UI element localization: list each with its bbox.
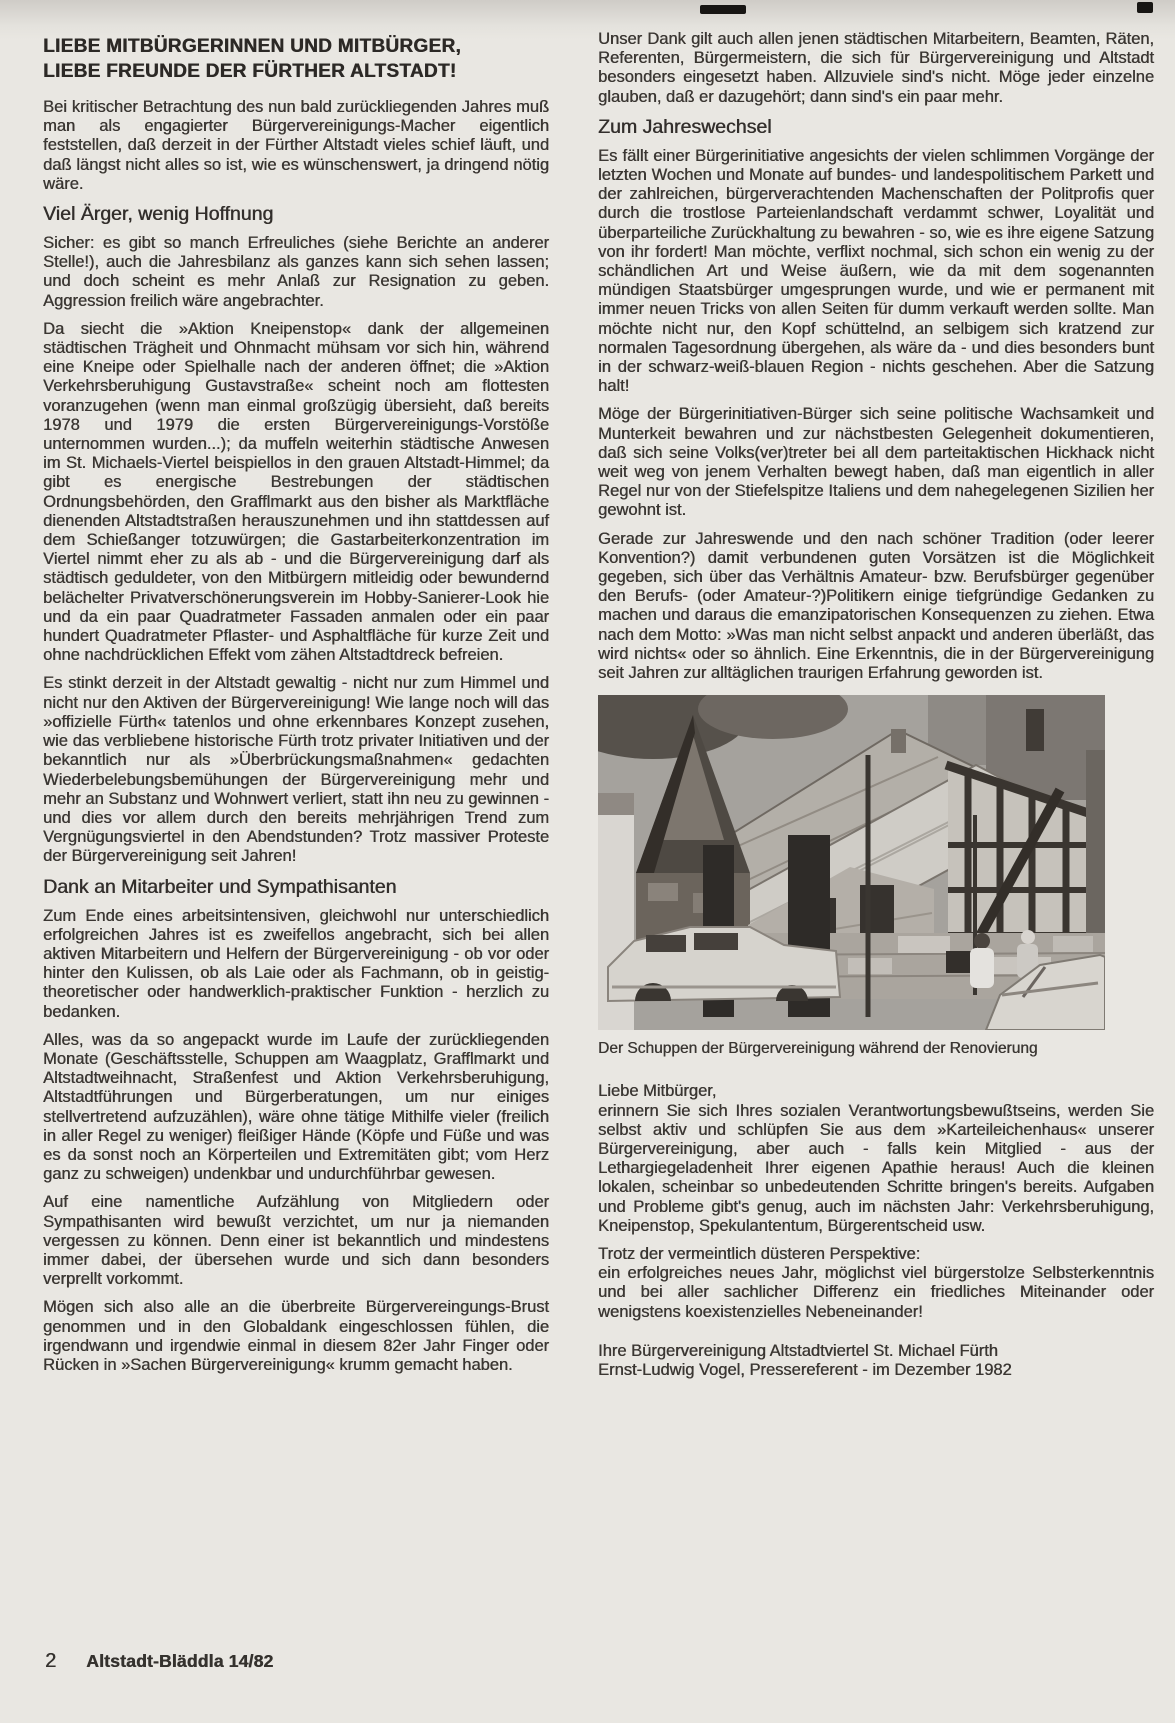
page-footer (45, 1650, 273, 1673)
salutation: Liebe Mitbürger, (598, 1082, 717, 1101)
article-title (43, 34, 549, 84)
paragraph-es-faellt: Es fällt einer Bürgerinitiative angesichts der vielen schlimmen Vorgänge der letzten Wochen und Monate auf bundes- und landespolitischem Parkett und der zahlreichen, bürgerverachtenden Machenschaften der Politprofis quer durch die trostlose Parteienlandschaft verdammt schwer, Loyalität und überparteiliche Zurückhaltung zu bewahren - so, wie es ihre eigene Satzung von ihr fordert! Man möchte, verflixt nochmal, sich schon ein wenig zu der schändlichen Art und Weise äußern, wie da mit dem sogenannten mündigen Staatsbürger umgesprungen wurde, und wie er permanent mit immer neuen Tricks von allen Seiten für dumm verkauft werden sollte. Man möchte nicht nur, den Kopf schüttelnd, an selbigem sich kratzend zur normalen Tagesordnung übergehen, als wäre da - und dies besonders bunt in der schwarz-weiß-blauen Region - nichts geschehen. Aber die Satzung halt! (598, 146, 1154, 396)
paragraph-sicher: Sicher: es gibt so manch Erfreuliches (siehe Berichte an anderer Stelle!), auch die Jahresbilanz als ganzes kann sich sehen lassen; und doch scheint es mehr Anlaß zur Resignation zu geben. Aggression freilich wäre angebrachter. (43, 234, 549, 310)
paragraph-moege: Möge der Bürgerinitiativen-Bürger sich seine politische Wachsamkeit und Munterkeit bewahren und zur nächstbesten Gelegenheit dokumentieren, daß sich seine Volks(ver)treter bei all dem parteitaktischen Hickhack nicht weit weg von jenem Verhalten bewegt haben, daß man eigentlich in aller Regel nur von der Stiefelspitze Italiens und dem nahegelegenen Sizilien her gewohnt ist. (598, 405, 1154, 520)
paragraph-moegen: Mögen sich also alle an die überbreite Bürgervereingungs-Brust genommen und in den Globaldank eingeschlossen fühlen, die irgendwann und irgendwie einmal in diesem 82er Jahr Finger oder Rücken in »Sachen Bürgervereinigung« krumm gemacht haben. (43, 1298, 549, 1374)
article-title-line2: LIEBE FREUNDE DER FÜRTHER ALTSTADT! (43, 61, 457, 82)
section-heading-jahreswechsel: Zum Jahreswechsel (598, 115, 772, 138)
left-column (43, 34, 549, 1384)
paragraph-intro: Bei kritischer Betrachtung des nun bald zurückliegenden Jahres muß man als engagierter Bürgervereinigungs-Macher eigentlich feststellen, daß derzeit in der Fürther Altstadt vieles schief läuft, und daß längst nicht alles so ist, wie es wünschenswert, ja dringend nötig wäre. (43, 98, 549, 193)
paragraph-aufzaehlung: Auf eine namentliche Aufzählung von Mitgliedern oder Sympathisanten wird bewußt verzichtet, um nur ja niemanden vergessen zu können. Denn einer ist bekanntlich und mindestens immer dabei, der übersehen wurde und sich dann besonders verprellt vorkommt. (43, 1193, 549, 1289)
paragraph-alles: Alles, was da so angepackt wurde im Laufe der zurückliegenden Monate (Geschäftsstelle, Schuppen am Waagplatz, Grafflmarkt und Altstadtweihnacht, Straßenfest und Aktion Verkehrsberuhigung, Altstadtführungen und Bürgerberatungen, um nur einiges stellvertretend aufzuzählen), wäre ohne tätige Mithilfe vieler (freilich in aller Regel zu weniger) fleißiger Hände (Köpfe und Füße und was es da sonst noch an Körperteilen und Extremitäten gibt; vom Herz ganz zu schweigen) undenkbar und undurchführbar gewesen. (43, 1030, 549, 1184)
paragraph-perspektive-intro: Trotz der vermeintlich düsteren Perspektive: (598, 1244, 921, 1263)
paragraph-zum-ende: Zum Ende eines arbeitsintensiven, gleichwohl nur unterschiedlich erfolgreichen Jahres ist es zweifellos angebracht, sich bei allen aktiven Mitarbeitern und Helfern der Bürgervereinigung - ob vor oder hinter den Kulissen, ob als Laie oder als Fachmann, ob in geistig-theoretischer oder handwerklich-praktischer Funktion - herzlich zu bedanken. (43, 906, 549, 1021)
photo-schuppen (598, 695, 1105, 1030)
closing-line2: Ernst-Ludwig Vogel, Pressereferent - im Dezember 1982 (598, 1360, 1012, 1379)
paragraph-stinkt: Es stinkt derzeit in der Altstadt gewaltig - nicht nur zum Himmel und nicht nur den Aktiven der Bürgervereinigung! Wie lange noch will das »offizielle Fürth« tatenlos und ohne erkennbares Konzept zusehen, wie das verbliebene historische Fürth trotz privater Initiativen und der bekanntlich nur als »Überbrückungsmaßnahmen« gedachten Wiederbelebungsbemühungen der Bürgervereinigung mehr und mehr an Substanz und Wohnwert verliert, statt ihn neu zu gewinnen - und dies vor allem durch den bereits mehrjährigen Trend zum Vergnügungsviertel in den Abendstunden? Trotz massiver Proteste der Bürgervereinigung seit Jahren! (43, 674, 549, 866)
section-heading-dank: Dank an Mitarbeiter und Sympathisanten (43, 875, 397, 898)
paragraph-erinnern: erinnern Sie sich Ihres sozialen Verantwortungsbewußtseins, werden Sie selbst aktiv und schlüpfen Sie aus dem »Karteileichenhaus« unserer Bürgervereinigung, aber auch - falls kein Mitglied - aus der Lethargiegeladenheit Ihrer eigenen Apathie heraus! Auch die kleinen lokalen, scheinbar so unbedeutenden Schritte bringen's bereits. Aufgaben und Probleme gibt's genug, auch im nächsten Jahr: Verkehrsberuhigung, Kneipenstop, Spekulantentum, Bürgerentscheid usw. (598, 1101, 1154, 1235)
photo-schuppen-image (598, 695, 1105, 1030)
section-heading-aerger: Viel Ärger, wenig Hoffnung (43, 203, 274, 226)
scan-artifact-mark (1137, 2, 1153, 13)
paragraph-gerade: Gerade zur Jahreswende und den nach schöner Tradition (oder leerer Konvention?) damit verbundenen guten Vorsätzen ist die Möglichkeit gegeben, sich über das Verhältnis Amateur- bzw. Berufsbürger gegenüber den Berufs- (oder Amateur-?)Politikern einige tiefgründige Gedanken zu machen und daraus die emanzipatorischen Konsequenzen zu ziehen. Etwa nach dem Motto: »Was man nicht selbst anpackt und anderen überläßt, das wird nichts« oder so ähnlich. Eine Erkenntnis, die in der Bürgervereinigung seit Jahren zur alltäglichen traurigen Erfahrung geworden ist. (598, 529, 1154, 683)
right-column (598, 30, 1154, 1389)
page-number: 2 (45, 1650, 57, 1672)
publication-name: Altstadt-Bläddla 14/82 (86, 1651, 274, 1671)
closing-line1: Ihre Bürgervereinigung Altstadtviertel St. Michael Fürth (598, 1341, 998, 1360)
paragraph-dank-staedtisch: Unser Dank gilt auch allen jenen städtischen Mitarbeitern, Beamten, Räten, Referenten, Bürgermeistern, die sich für Bürgervereinigung und Altstadt besonders eingesetzt haben. Allzuviele sind's nicht. Möge jeder einzelne glauben, daß er dazugehört; dann sind's ein paar mehr. (598, 30, 1154, 106)
closing-signature (598, 1342, 1154, 1380)
paragraph-perspektive: ein erfolgreiches neues Jahr, möglichst viel bürgerstolze Selbsterkenntnis und bei aller sachlicher Differenz ein friedliches Miteinander oder wenigstens koexistenzielles Nebeneinander! (598, 1264, 1154, 1321)
scan-artifact-mark (700, 5, 746, 14)
article-title-line1: LIEBE MITBÜRGERINNEN UND MITBÜRGER, (43, 36, 461, 57)
paragraph-siecht: Da siecht die »Aktion Kneipenstop« dank der allgemeinen städtischen Trägheit und Ohnmacht mühsam vor sich hin, während eine Kneipe oder Spielhalle nach der anderen öffnet; die »Aktion Verkehrsberuhigung Gustavstraße« scheint noch am flottesten voranzugehen (wenn man einmal großzügig übersieht, daß bereits 1978 und 1979 die ersten Bürgervereinigungs-Vorstöße unternommen wurden...); da muffeln weiterhin städtische Anwesen im St. Michaels-Viertel beispiellos in den grauen Altstadt-Himmel; da gibt es energische Bestrebungen der städtischen Ordnungsbehörden, den Grafflmarkt aus den bisher als Marktfläche dienenden Altstadtstraßen herauszunehmen und ihn stattdessen auf dem Schießanger totzuwürgen; die Gastarbeiterkonzentration im Viertel nimmt eher zu als ab - und die Bürgervereinigung darf als städtisch geduldeter, von den Mitbürgern mitleidig oder bewundernd belächelter Privatverschönerungsverein im Hobby-Sanierer-Look hie und da ein paar Quadratmeter Fassaden anmalen oder ein paar hundert Quadratmeter Pflaster- und Asphaltfläche für kurze Zeit und ohne nachdrücklichen Effekt vom zähen Altstadtdreck befreien. (43, 319, 549, 665)
photo-caption: Der Schuppen der Bürgervereinigung während der Renovierung (598, 1040, 1038, 1058)
